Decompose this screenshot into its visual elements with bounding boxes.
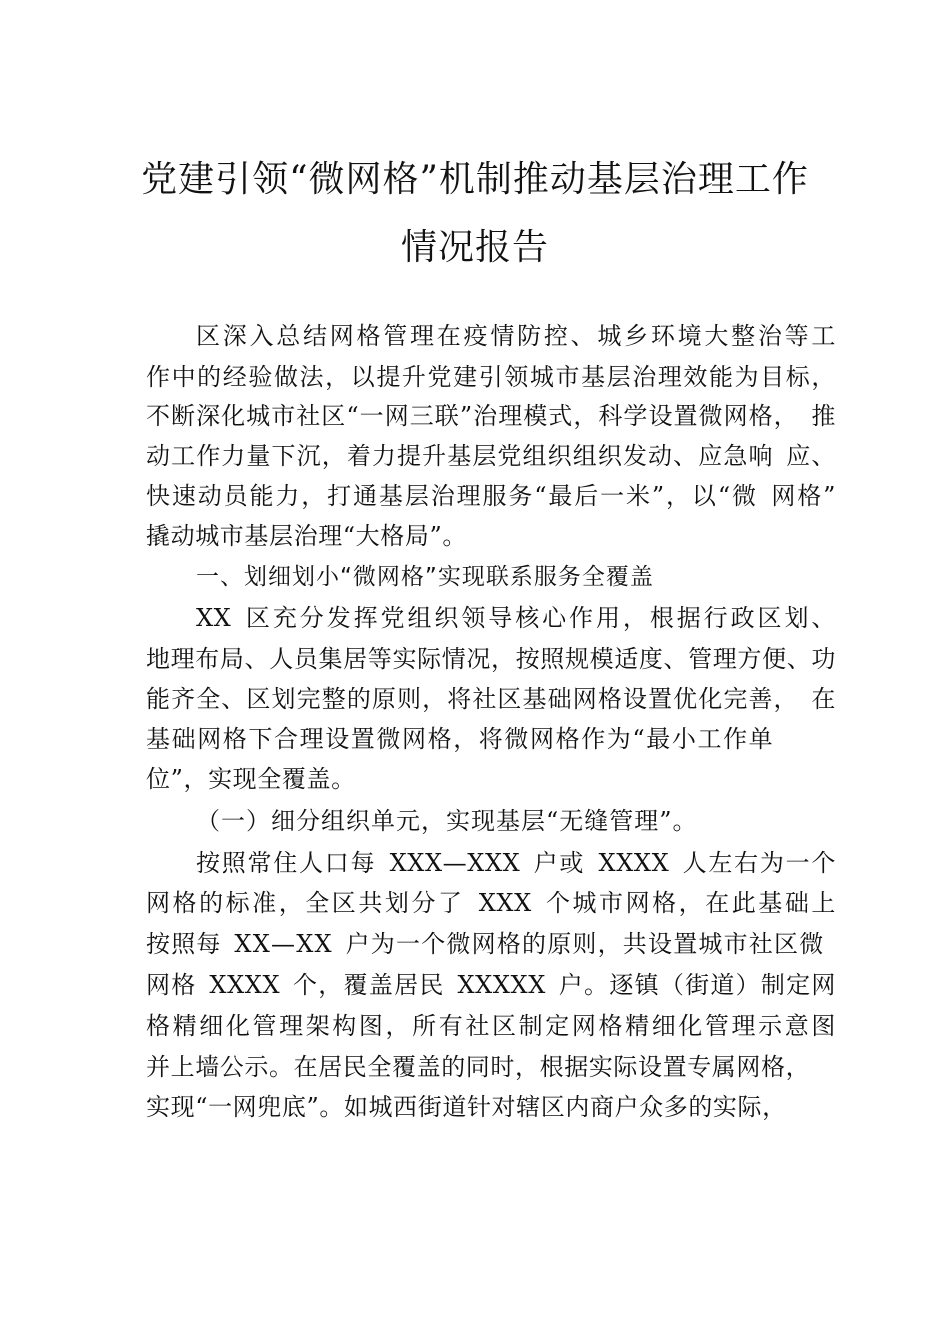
document-title-line-2: 情况报告 xyxy=(400,227,549,268)
section-line: XX 区充分发挥党组织领导核心作用，根据行政区划、 xyxy=(196,604,836,632)
intro-line: 作中的经验做法，以提升党建引领城市基层治理效能为目标， xyxy=(146,363,836,391)
section-line: 基础网格下合理设置微网格，将微网格作为“最小工作单 xyxy=(146,725,775,753)
section-line: 位”，实现全覆盖。 xyxy=(146,765,356,793)
section-line: 能齐全、区划完整的原则，将社区基础网格设置优化完善， 在 xyxy=(146,685,836,713)
intro-line: 不断深化城市社区“一网三联”治理模式，科学设置微网格， 推 xyxy=(146,402,836,430)
intro-line: 快速动员能力，打通基层治理服务“最后一米”，以“微 网格” xyxy=(146,482,836,510)
section-heading: 一、划细划小“微网格”实现联系服务全覆盖 xyxy=(196,564,654,590)
intro-line: 撬动城市基层治理“大格局”。 xyxy=(146,522,467,550)
subsection-line: 实现“一网兜底”。如城西街道针对辖区内商户众多的实际， xyxy=(146,1093,787,1121)
section-line: 地理布局、人员集居等实际情况，按照规模适度、管理方便、功 xyxy=(146,645,836,673)
subsection-line: 格精细化管理架构图，所有社区制定网格精细化管理示意图 xyxy=(146,1012,836,1040)
subsection-line: 网格 XXXX 个，覆盖居民 XXXXX 户。逐镇（街道）制定网 xyxy=(146,971,836,999)
subsection-line: 网格的标准，全区共划分了 XXX 个城市网格，在此基础上 xyxy=(146,889,836,917)
subsection-heading: （一）细分组织单元，实现基层“无缝管理”。 xyxy=(196,807,698,835)
subsection-line: 并上墙公示。在居民全覆盖的同时，根据实际设置专属网格， xyxy=(146,1053,811,1081)
intro-line: 区深入总结网格管理在疫情防控、城乡环境大整治等工 xyxy=(196,322,836,350)
subsection-line: 按照常住人口每 XXX—XXX 户或 XXXX 人左右为一个 xyxy=(196,849,836,877)
subsection-line: 按照每 XX—XX 户为一个微网格的原则，共设置城市社区微 xyxy=(146,930,825,958)
document-title-line-1: 党建引领“微网格”机制推动基层治理工作 xyxy=(141,159,809,200)
intro-line: 动工作力量下沉，着力提升基层党组织组织发动、应急响 应、 xyxy=(146,442,836,470)
